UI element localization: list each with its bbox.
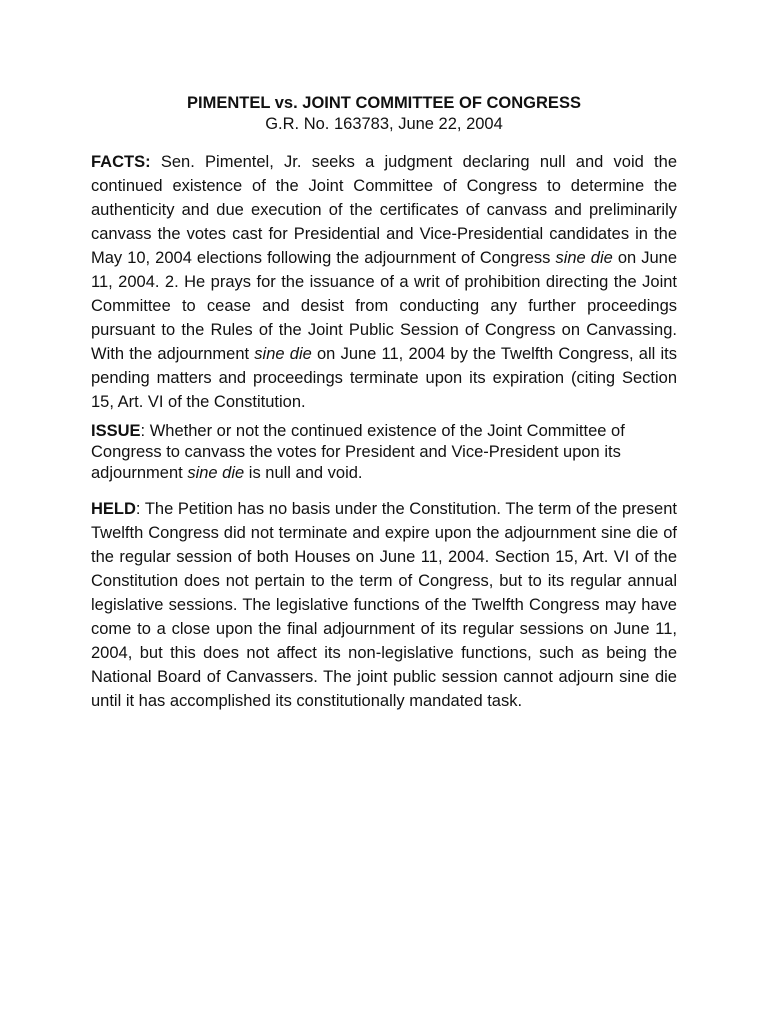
title-block [91, 93, 677, 135]
facts-italic-2: sine die [254, 345, 312, 363]
issue-paragraph [91, 421, 677, 484]
facts-label: FACTS: [91, 153, 151, 171]
facts-italic-1: sine die [555, 249, 613, 267]
facts-text-1: Sen. Pimentel, Jr. seeks a judgment declaring null and void the continued existence of the Joint Committee of Congress to determine the authenticity and due execution of the certificates of canvass and preliminarily canvass the votes cast for Presidential and Vice-Presidential candidates in the May 10, 2004 elections following the adjournment of Congress [91, 153, 677, 267]
facts-text-3: on June 11, 2004 by the Twelfth Congress, all its pending matters and proceedings terminate upon its expiration (citing Section 15, Art. VI of the Constitution. [91, 345, 677, 411]
held-label: HELD [91, 500, 136, 518]
issue-text-1: : Whether or not the continued existence of the Joint Committee of Congress to canvass the votes for President and Vice-President upon its adjournment [91, 422, 625, 482]
document-page [91, 93, 677, 713]
facts-paragraph [91, 150, 677, 414]
issue-text-2: is null and void. [244, 464, 363, 482]
facts-text-2: on June 11, 2004. 2. He prays for the issuance of a writ of prohibition directing the Joint Committee to cease and desist from conducting any further proceedings pursuant to the Rules of the Joint Public Session of Congress on Canvassing. With the adjournment [91, 249, 677, 363]
issue-label: ISSUE [91, 422, 141, 440]
held-paragraph [91, 497, 677, 713]
issue-italic-1: sine die [187, 464, 245, 482]
case-title: PIMENTEL vs. JOINT COMMITTEE OF CONGRESS [187, 94, 581, 112]
case-citation: G.R. No. 163783, June 22, 2004 [265, 115, 503, 133]
held-text-1: : The Petition has no basis under the Constitution. The term of the present Twelfth Congress did not terminate and expire upon the adjournment sine die of the regular session of both Houses on June 11, 2004. Section 15, Art. VI of the Constitution does not pertain to the term of Congress, but to its regular annual legislative sessions. The legislative functions of the Twelfth Congress may have come to a close upon the final adjournment of its regular sessions on June 11, 2004, but this does not affect its non-legislative functions, such as being the National Board of Canvassers. The joint public session cannot adjourn sine die until it has accomplished its constitutionally mandated task. [91, 500, 677, 710]
